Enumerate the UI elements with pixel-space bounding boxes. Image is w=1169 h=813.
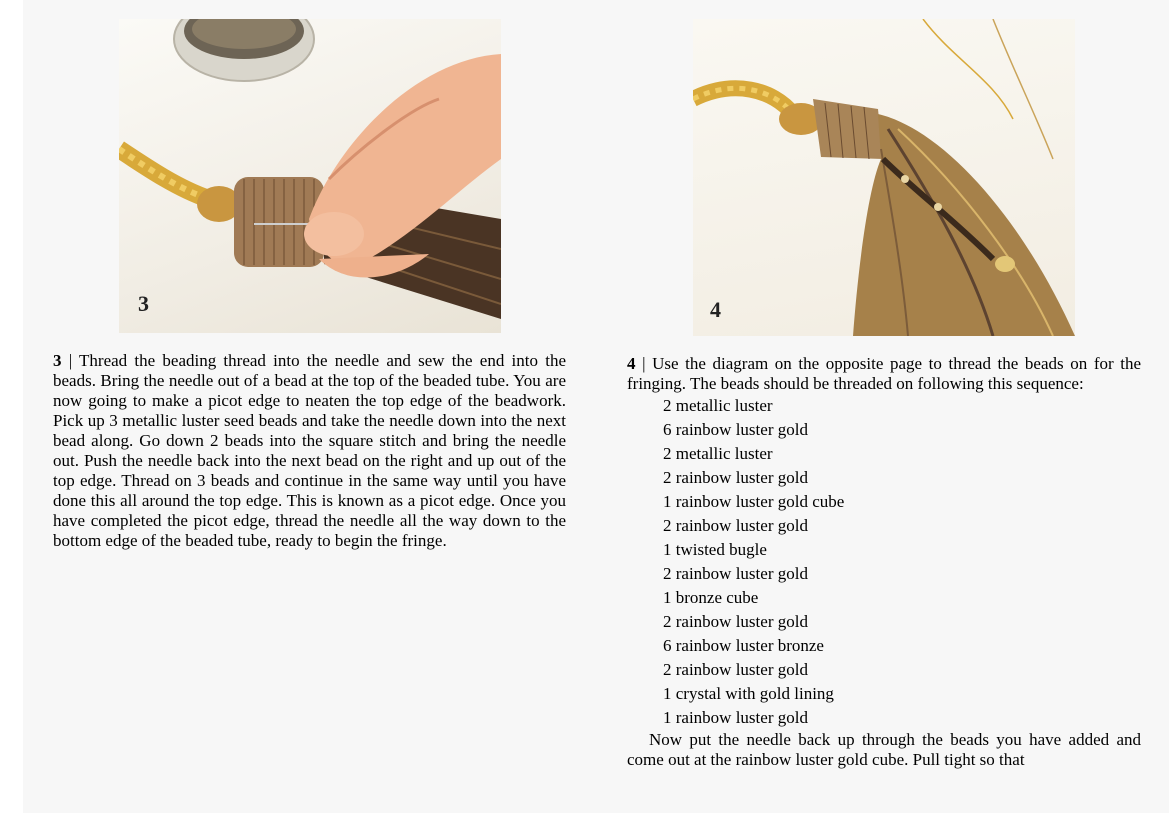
step-3-instructions [53,351,566,551]
list-item: 1 bronze cube [663,588,759,607]
list-item: 2 metallic luster [663,444,773,463]
step-number: 4 [627,354,636,373]
list-item: 2 rainbow luster gold [663,564,808,583]
step-number: 3 [53,351,62,370]
list-item: 6 rainbow luster bronze [663,636,824,655]
step-separator: | [61,351,80,370]
list-item: 2 rainbow luster gold [663,660,808,679]
list-item: 1 rainbow luster gold cube [663,492,845,511]
list-item: 2 metallic luster [663,396,773,415]
photo-step-number: 4 [710,297,721,322]
list-item: 1 twisted bugle [663,540,767,559]
tassel-beading-illustration [119,19,501,333]
list-item: 2 rainbow luster gold [663,516,808,535]
step-text: Thread the beading thread into the needle and sew the end into the beads. Bring the needle out of a bead at the top of the beaded tube. You are now going to make a picot edge to neaten the top edge of the beadwork. Pick up 3 metallic luster seed beads and take the needle down into the next bead along. Go down 2 beads into the square stitch and bring the needle out. Push the needle back into the next bead on the right and up out of the top edge. Thread on 3 beads and continue in the same way until you have done this all around the top edge. This is known as a picot edge. Once you have completed the picot edge, thread the needle all the way down to the bottom edge of the beaded tube, ready to begin the fringe. [53,351,566,550]
list-item: 6 rainbow luster gold [663,420,808,439]
bead-sequence-list [627,394,1141,730]
finished-tassel-illustration [693,19,1075,336]
step-3-photo [119,19,501,333]
step-4-instructions [627,354,1141,770]
list-item: 2 rainbow luster gold [663,612,808,631]
step-4-photo [693,19,1075,336]
list-item: 1 rainbow luster gold [663,708,808,727]
list-item: 1 crystal with gold lining [663,684,834,703]
photo-step-number: 3 [138,291,149,316]
step-intro: Use the diagram on the opposite page to thread the beads on for the fringing. The beads should be threaded on following this sequence: [627,354,1142,393]
step-continuation: Now put the needle back up through the beads you have added and come out at the rainbow luster gold cube. Pull tight so that [627,730,1141,769]
list-item: 2 rainbow luster gold [663,468,808,487]
step-separator: | [635,354,653,373]
